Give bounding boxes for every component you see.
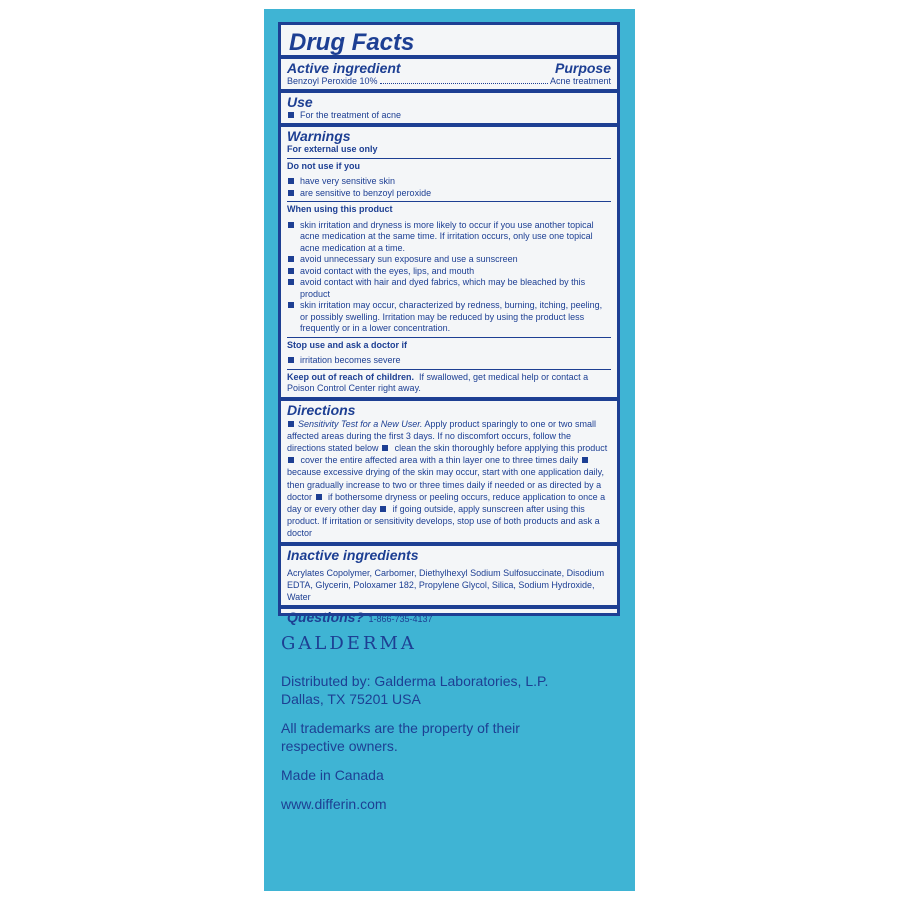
distributor-line-2: Dallas, TX 75201 USA xyxy=(281,691,421,707)
bullet-icon xyxy=(288,279,294,285)
warnings-header: Warnings xyxy=(287,128,351,144)
stop-use-header: Stop use and ask a doctor if xyxy=(287,339,408,350)
divider xyxy=(287,201,611,202)
directions-text: Sensitivity Test for a New User. Apply product sparingly to one or two small affected areas during the first 3 days. If no discomfort occurs, follow the directions stated below clean the skin thoroughly before applying this product cover the entire affected area with a thin layer one to three times daily because excessive drying of the skin may occur, start with one application daily, then gradually increase to two or three times daily if needed or as directed by a doctor if bothersome dryness or peeling occurs, reduce application to once a day or every other day if going outside, apply sunscreen after using this product. If irritation or sensitivity develops, stop use of both products and ask a doctor xyxy=(287,418,608,539)
bullet-icon xyxy=(288,178,294,184)
keep-out-note: Keep out of reach of children. If swallowed, get medical help or contact a Poison Control Center right away. xyxy=(287,371,589,393)
trademark-line-1: All trademarks are the property of their xyxy=(281,720,520,736)
bullet-icon xyxy=(288,256,294,262)
made-in: Made in Canada xyxy=(281,767,384,783)
list-item: have very sensitive skin xyxy=(287,176,611,188)
trademark-line-2: respective owners. xyxy=(281,738,398,754)
divider xyxy=(287,337,611,338)
questions-header: Questions? xyxy=(287,609,365,626)
list-item: are sensitive to benzoyl peroxide xyxy=(287,188,611,200)
bullet-icon xyxy=(288,457,294,463)
inactive-ingredients-header: Inactive ingredients xyxy=(287,546,419,563)
inactive-ingredients-text: Acrylates Copolymer, Carbomer, Diethylhexyl Sodium Sulfosuccinate, Disodium EDTA, Glycerin, Poloxamer 182, Propylene Glycol, Silica, Sodium Hydroxide, Water xyxy=(287,567,605,602)
external-use-note: For external use only xyxy=(287,144,378,154)
purpose-header: Purpose xyxy=(554,60,611,76)
bullet-icon xyxy=(288,190,294,196)
drug-facts-panel xyxy=(278,22,620,626)
bullet-icon xyxy=(380,506,386,512)
bullet-icon xyxy=(288,421,294,427)
active-ingredient-section xyxy=(281,59,617,89)
bullet-icon xyxy=(582,457,588,463)
website-link[interactable]: www.differin.com xyxy=(281,796,387,812)
directions-header: Directions xyxy=(287,401,356,418)
questions-section xyxy=(281,609,617,627)
list-item: skin irritation may occur, characterized by redness, burning, itching, peeling, or possibly swelling. Irritation may be reduced by using the product less frequently or in a lower concentration. xyxy=(287,300,611,335)
distributor-line-1: Distributed by: Galderma Laboratories, L.P. xyxy=(281,673,549,689)
when-using-header: When using this product xyxy=(287,204,393,214)
active-ingredient-name: Benzoyl Peroxide 10% xyxy=(287,76,378,86)
list-item: avoid contact with the eyes, lips, and mouth xyxy=(287,266,611,278)
dot-leader xyxy=(380,83,548,84)
use-header: Use xyxy=(287,93,313,110)
list-item: irritation becomes severe xyxy=(287,355,611,367)
active-ingredient-header: Active ingredient xyxy=(287,60,401,76)
use-section xyxy=(281,93,617,124)
divider xyxy=(287,158,611,159)
list-item: avoid unnecessary sun exposure and use a sunscreen xyxy=(287,254,611,266)
directions-section xyxy=(281,401,617,542)
divider xyxy=(287,369,611,370)
drug-facts-title: Drug Facts xyxy=(289,29,415,56)
bullet-icon xyxy=(288,302,294,308)
inactive-ingredients-section xyxy=(281,546,617,606)
questions-phone: 1-866-735-4137 xyxy=(368,614,433,625)
do-not-use-header: Do not use if you xyxy=(287,160,360,171)
galderma-logo: GALDERMA xyxy=(281,633,417,654)
warnings-section xyxy=(281,127,617,397)
list-item: avoid contact with hair and dyed fabrics, which may be bleached by this product xyxy=(287,277,611,300)
list-item: skin irritation and dryness is more likely to occur if you use another topical acne medication at the same time. If irritation occurs, only use one topical acne medication at a time. xyxy=(287,220,611,255)
bullet-icon xyxy=(288,112,294,118)
bullet-icon xyxy=(316,494,322,500)
list-item: For the treatment of acne xyxy=(287,110,611,124)
bullet-icon xyxy=(382,445,388,451)
bullet-icon xyxy=(288,357,294,363)
active-ingredient-purpose: Acne treatment xyxy=(549,76,611,86)
bullet-icon xyxy=(288,268,294,274)
package-footer xyxy=(281,633,631,813)
bullet-icon xyxy=(288,222,294,228)
